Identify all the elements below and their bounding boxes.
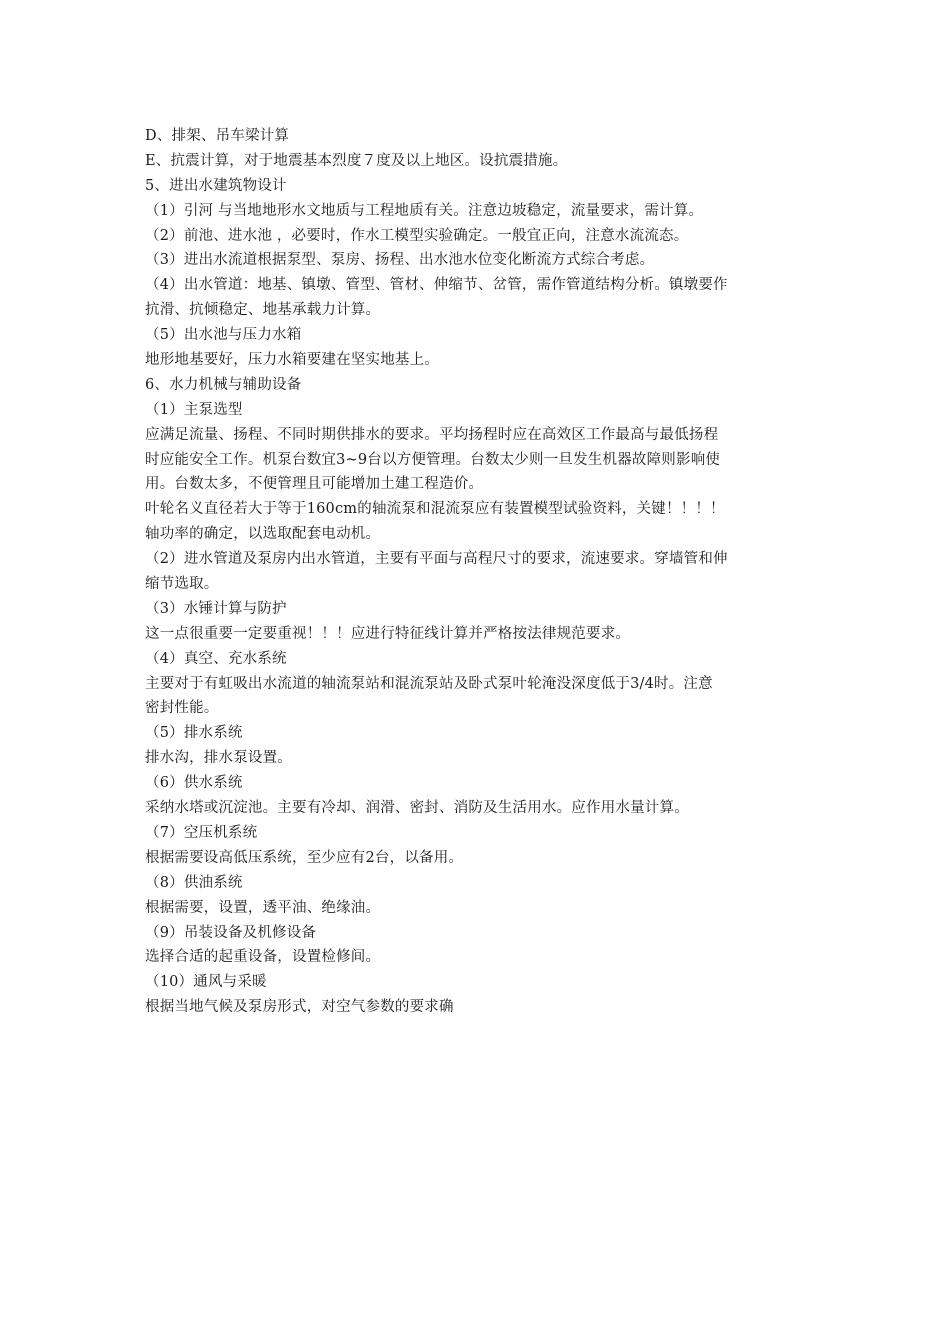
- text-line: 抗滑、抗倾稳定、地基承载力计算。: [145, 302, 381, 319]
- subsection-heading: （8）供油系统: [145, 874, 243, 891]
- text-line: 根据需要，设置，透平油、绝缘油。: [145, 899, 381, 916]
- text-line: 应满足流量、扬程、不同时期供排水的要求。平均扬程时应在高效区工作最高与最低扬程: [145, 426, 719, 443]
- text-line: 根据需要设高低压系统，至少应有2台，以备用。: [145, 849, 464, 866]
- subsection-heading: （9）吊装设备及机修设备: [145, 924, 317, 941]
- text-line: D、排架、吊车梁计算: [145, 128, 290, 144]
- text-line: E、抗震计算，对于地震基本烈度７度及以上地区。设抗震措施。: [145, 152, 568, 169]
- text-line: 缩节选取。: [145, 576, 219, 593]
- subsection-heading: （7）空压机系统: [145, 824, 258, 841]
- text-line: 地形地基要好，压力水箱要建在坚实地基上。: [145, 352, 439, 369]
- section-heading: 5、进出水建筑物设计: [145, 177, 287, 194]
- subsection-heading: （4）真空、充水系统: [145, 650, 287, 667]
- subsection-heading: （3）水锤计算与防护: [145, 600, 287, 617]
- text-line: 叶轮名义直径若大于等于160cm的轴流泵和混流泵应有装置模型试验资料，关键！！！！: [145, 501, 725, 518]
- text-line: 密封性能。: [145, 700, 219, 717]
- text-line: 用。台数太多，不便管理且可能增加土建工程造价。: [145, 476, 484, 493]
- text-line: （2）进水管道及泵房内出水管道，主要有平面与高程尺寸的要求，流速要求。穿墙管和伸: [145, 551, 728, 568]
- subsection-heading: （10）通风与采暖: [145, 974, 267, 991]
- text-line: 排水沟，排水泵设置。: [145, 750, 292, 767]
- subsection-heading: （1）主泵选型: [145, 401, 243, 418]
- text-line: 轴功率的确定，以选取配套电动机。: [145, 526, 381, 543]
- subsection-heading: （5）出水池与压力水箱: [145, 327, 302, 344]
- text-line: 选择合适的起重设备，设置检修间。: [145, 949, 381, 966]
- text-line: 这一点很重要一定要重视！！！应进行特征线计算并严格按法律规范要求。: [145, 625, 631, 642]
- text-line: （2）前池、进水池 ，必要时，作水工模型实验确定。一般宜正向，注意水流流态。: [145, 227, 689, 244]
- document-body: [145, 124, 810, 1020]
- subsection-heading: （5）排水系统: [145, 725, 243, 742]
- text-line: 根据当地气候及泵房形式，对空气参数的要求确: [145, 999, 454, 1016]
- text-line: 时应能安全工作。机泵台数宜3~9台以方便管理。台数太少则一旦发生机器故障则影响使: [145, 451, 721, 468]
- text-line: 采纳水塔或沉淀池。主要有冷却、润滑、密封、消防及生活用水。应作用水量计算。: [145, 800, 689, 817]
- text-line: （4）出水管道：地基、镇墩、管型、管材、伸缩节、岔管，需作管道结构分析。镇墩要作: [145, 277, 728, 294]
- subsection-heading: （6）供水系统: [145, 775, 243, 792]
- section-heading: 6、水力机械与辅助设备: [145, 376, 302, 393]
- text-line: （3）进出水流道根据泵型、泵房、扬程、出水池水位变化断流方式综合考虑。: [145, 252, 655, 269]
- text-line: 主要对于有虹吸出水流道的轴流泵站和混流泵站及卧式泵叶轮淹没深度低于3/4时。注意: [145, 675, 713, 692]
- text-line: （1）引河 与当地地形水文地质与工程地质有关。注意边坡稳定，流量要求，需计算。: [145, 202, 704, 219]
